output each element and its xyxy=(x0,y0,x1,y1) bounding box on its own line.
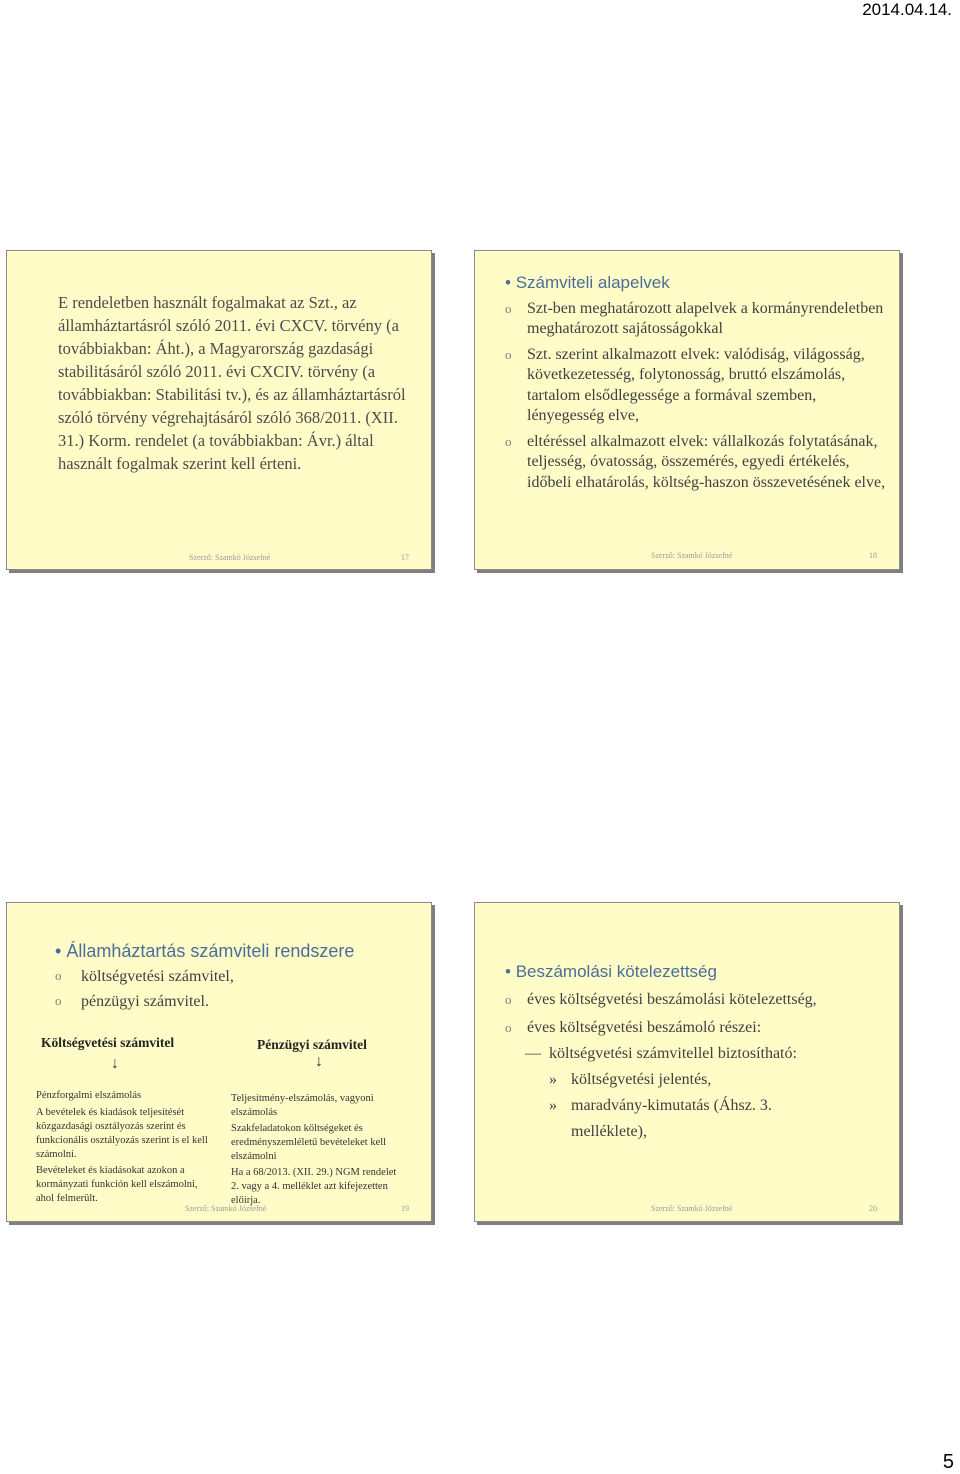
slide-footer-author: Szerző: Szamkó Józsefné xyxy=(185,1204,267,1213)
page-number: 5 xyxy=(942,1451,954,1473)
circle-bullet-icon: o xyxy=(505,300,512,316)
circle-bullet-icon: o xyxy=(505,992,512,1007)
slide-17 xyxy=(6,250,432,570)
double-chevron-icon: » xyxy=(549,1097,557,1114)
slide-title: Számviteli alapelvek xyxy=(515,273,670,292)
slide-title: Államháztartás számviteli rendszere xyxy=(66,941,355,961)
list-item: o Szt. szerint alkalmazott elvek: valódiság, világosság, következetesség, folytonosság, bruttó elszámolás, tartalom elsődlegessége a formával szemben, lényegesség elve, xyxy=(505,345,889,427)
right-column-title: Pénzügyi számvitel xyxy=(257,1037,367,1052)
list-item: o eltéréssel alkalmazott elvek: vállalkozás folytatásának, teljesség, óvatosság, összemérés, egyedi értékelés, időbeli elhatárolás, költség-haszon összevetésének elve, xyxy=(505,432,889,494)
list-item: o pénzügyi számvitel. xyxy=(55,993,209,1010)
double-chevron-icon: » xyxy=(549,1071,557,1088)
dash-list-item: — költségvetési számvitellel biztosítható: xyxy=(525,1041,889,1067)
slide-footer-author: Szerző: Szamkó Józsefné xyxy=(189,553,271,562)
arrow-down-icon: ↓ xyxy=(111,1055,119,1072)
circle-bullet-icon: o xyxy=(55,993,62,1008)
slide-footer-author: Szerző: Szamkó Józsefné xyxy=(651,551,733,560)
right-column-text: Teljesítmény-elszámolás, vagyoni elszámolás Szakfeladatokon költségeket és eredményszemléletű bevételeket kell elszámolni Ha a 68/2013. (XII. 29.) NGM rendelet 2. vagy a 4. melléklet azt kifejezetten előírja. xyxy=(231,1093,397,1206)
list-item: o Szt-ben meghatározott alapelvek a kormányrendeletben meghatározott sajátosságokkal xyxy=(505,299,889,340)
slide-18 xyxy=(474,250,900,570)
sub-list-item: » maradvány-kimutatás (Áhsz. 3. melléklete), xyxy=(549,1093,799,1145)
list-item: o költségvetési számvitel, xyxy=(55,968,234,985)
slide-19 xyxy=(6,902,432,1222)
list-item: o éves költségvetési beszámolási kötelezettség, xyxy=(505,987,889,1013)
left-column-text: Pénzforgalmi elszámolás A bevételek és kiadások teljesítését közgazdasági osztályozás szerint és funkcionális osztályozás szerint is el kell számolni. Bevételeket és kiadásokat azokon a kormányzati funkción kell elszámolni, ahol felmerült. xyxy=(36,1090,208,1204)
list-item: o éves költségvetési beszámoló részei: xyxy=(505,1015,889,1041)
date-header: 2014.04.14. xyxy=(862,0,952,19)
dash-bullet-icon: — xyxy=(525,1045,541,1062)
slide-19-title-row: • Államháztartás számviteli rendszere xyxy=(55,941,355,961)
slide-20 xyxy=(474,902,900,1222)
slide-footer-number: 19 xyxy=(401,1204,409,1213)
sub-list-item: » költségvetési jelentés, xyxy=(549,1067,889,1093)
slide-footer-number: 17 xyxy=(401,553,409,562)
circle-bullet-icon: o xyxy=(505,346,512,362)
circle-bullet-icon: o xyxy=(505,433,512,449)
slide-footer-number: 20 xyxy=(869,1204,877,1213)
slide-title: Beszámolási kötelezettség xyxy=(515,962,717,981)
left-column-title: Költségvetési számvitel xyxy=(41,1035,175,1050)
slide-20-title-row: • Beszámolási kötelezettség xyxy=(505,962,717,981)
circle-bullet-icon: o xyxy=(505,1020,512,1035)
slide-18-title-row: • Számviteli alapelvek xyxy=(505,273,670,292)
slide-17-body: E rendeletben használt fogalmakat az Szt., az államháztartásról szóló 2011. évi CXCV. törvény (a továbbiakban: Áht.), a Magyarország gazdasági stabilitásáról szóló 2011. évi CXCIV. törvény (a továbbiakban: Stabilitási tv.), és az államháztartásról szóló törvény végrehajtásáról szóló 368/2011. (XII. 31.) Korm. rendelet (a továbbiakban: Ávr.) által használt fogalmak szerint kell érteni. xyxy=(58,293,406,473)
circle-bullet-icon: o xyxy=(55,968,62,983)
arrow-down-icon: ↓ xyxy=(315,1053,323,1070)
slide-footer-number: 18 xyxy=(869,551,877,560)
slide-footer-author: Szerző: Szamkó Józsefné xyxy=(651,1204,733,1213)
